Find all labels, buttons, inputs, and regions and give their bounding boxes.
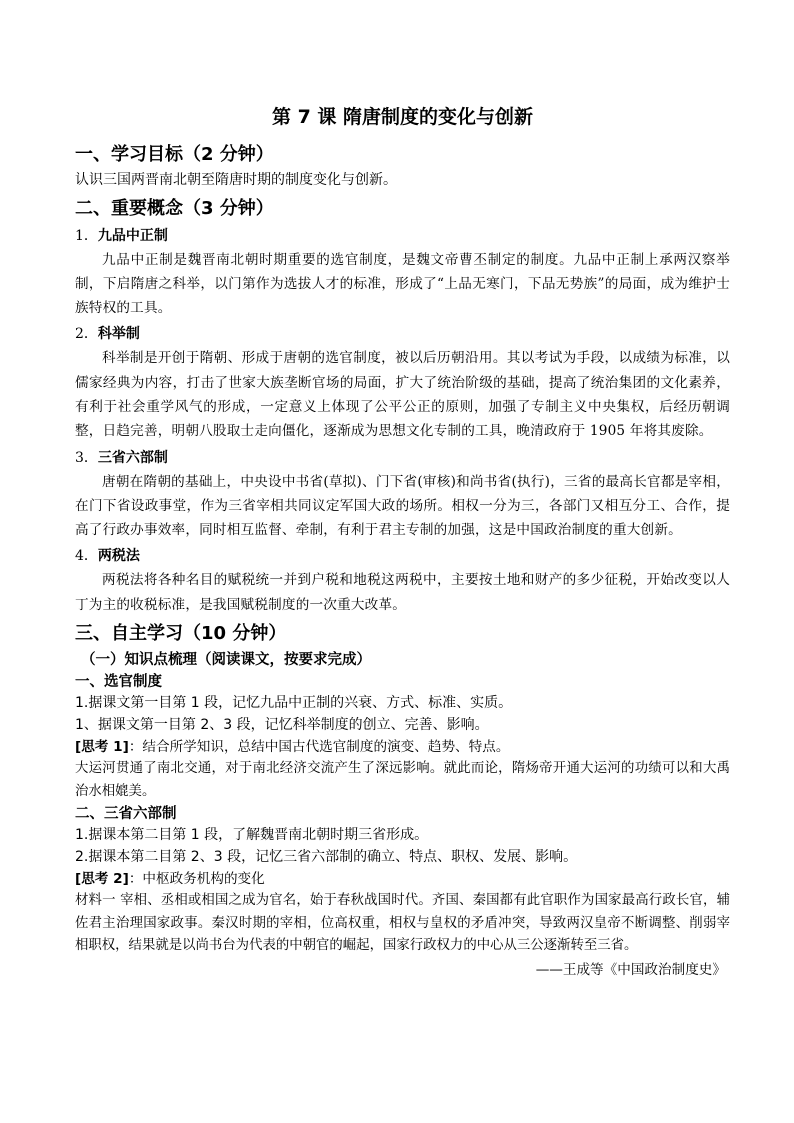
concept-item <box>75 322 730 443</box>
concept-text: 唐朝在隋朝的基础上，中央设中书省(草拟)、门下省(审核)和尚书省(执行)，三省的最高长官都是宰相，在门下省设政事堂，作为三省宰相共同议定军国大政的场所。相权一分为三，各部门又相互分工、合作，提高了行政办事效率，同时相互监督、牵制，有利于君主专制的加强，这是中国政治制度的重大创新。 <box>75 473 730 539</box>
concept-item <box>75 446 730 543</box>
think-text: ：中枢政务机构的变化 <box>128 871 265 888</box>
think-prompt <box>75 736 730 758</box>
concept-label: 科举制 <box>97 326 140 343</box>
concept-text: 科举制是开创于隋朝、形成于唐朝的选官制度，被以后历朝沿用。其以考试为手段，以成绩为标准，以儒家经典为内容，打击了世家大族垄断官场的局面，扩大了统治阶级的基础，提高了统治集团的文化素养，有利于社会重学风气的形成，一定意义上体现了公平公正的原则，加强了专制主义中央集权，后经历朝调整，日趋完善，明朝八股取士走向僵化，逐渐成为思想文化专制的工具，晚清政府于 1905 年将其废除。 <box>75 350 730 440</box>
goals-text: 认识三国两晋南北朝至隋唐时期的制度变化与创新。 <box>75 172 397 188</box>
material-text: 材料一 宰相、丞相或相国之成为官名，始于春秋战国时代。齐国、秦国都有此官职作为国家最高行政长官，辅佐君主治理国家政事。秦汉时期的宰相，位高权重，相权与皇权的矛盾冲突，导致两汉皇帝不断调整、削弱宰相职权，结果就是以尚书台为代表的中朝官的崛起，国家行政权力的中心从三公逐渐转至三省。 <box>75 893 730 954</box>
concept-text: 两税法将各种名目的赋税统一并到户税和地税这两税中，主要按土地和财产的多少征税，开始改变以人丁为主的收税标准，是我国赋税制度的一次重大改革。 <box>75 572 730 613</box>
part-heading-sansheng: 二、三省六部制 <box>75 806 177 823</box>
document-page <box>75 104 730 982</box>
section-heading-goals: 一、学习目标（2 分钟） <box>75 144 274 165</box>
concept-item <box>75 224 730 321</box>
section-heading-concepts: 二、重要概念（3 分钟） <box>75 197 274 219</box>
concept-label: 三省六部制 <box>97 449 168 466</box>
concept-number: 4． <box>75 548 98 565</box>
lesson-title: 第 7 课 隋唐制度的变化与创新 <box>271 106 534 128</box>
task-line: 1.据课本第二目第 1 段，了解魏晋南北朝时期三省形成。 <box>75 827 429 844</box>
concept-number: 2． <box>75 326 98 343</box>
part-heading-selection: 一、选官制度 <box>75 674 162 691</box>
think-label: [思考 1] <box>75 739 129 756</box>
source-citation: ——王成等《中国政治制度史》 <box>535 961 726 978</box>
concept-label: 两税法 <box>97 548 140 565</box>
task-line: 2.据课本第二目第 2、3 段，记忆三省六部制的确立、特点、职权、发展、影响。 <box>75 848 578 865</box>
task-line: 1.据课文第一目第 1 段，记忆九品中正制的兴衰、方式、标准、实质。 <box>75 695 513 712</box>
think-label: [思考 2] <box>75 871 129 888</box>
concept-label: 九品中正制 <box>97 227 168 244</box>
concept-text: 九品中正制是魏晋南北朝时期重要的选官制度，是魏文帝曹丕制定的制度。九品中正制上承两汉察举制，下启隋唐之科举，以门第作为选拔人才的标准，形成了“上品无寒门，下品无势族”的局面，成为维护士族特权的工具。 <box>75 251 730 317</box>
think-prompt <box>75 868 730 890</box>
subsection-heading: （一）知识点梳理（阅读课文，按要求完成） <box>81 652 371 669</box>
concept-number: 3． <box>75 449 98 466</box>
task-line: 1、据课文第一目第 2、3 段，记忆科举制度的创立、完善、影响。 <box>75 716 489 733</box>
think-text: ：结合所学知识，总结中国古代选官制度的演变、趋势、特点。 <box>128 739 510 756</box>
extra-note: 大运河贯通了南北交通，对于南北经济交流产生了深远影响。就此而论，隋炀帝开通大运河的功绩可以和大禹治水相媲美。 <box>75 761 730 799</box>
section-heading-selfstudy: 三、自主学习（10 分钟） <box>75 623 287 645</box>
concept-item <box>75 544 730 617</box>
concept-number: 1． <box>75 227 98 244</box>
